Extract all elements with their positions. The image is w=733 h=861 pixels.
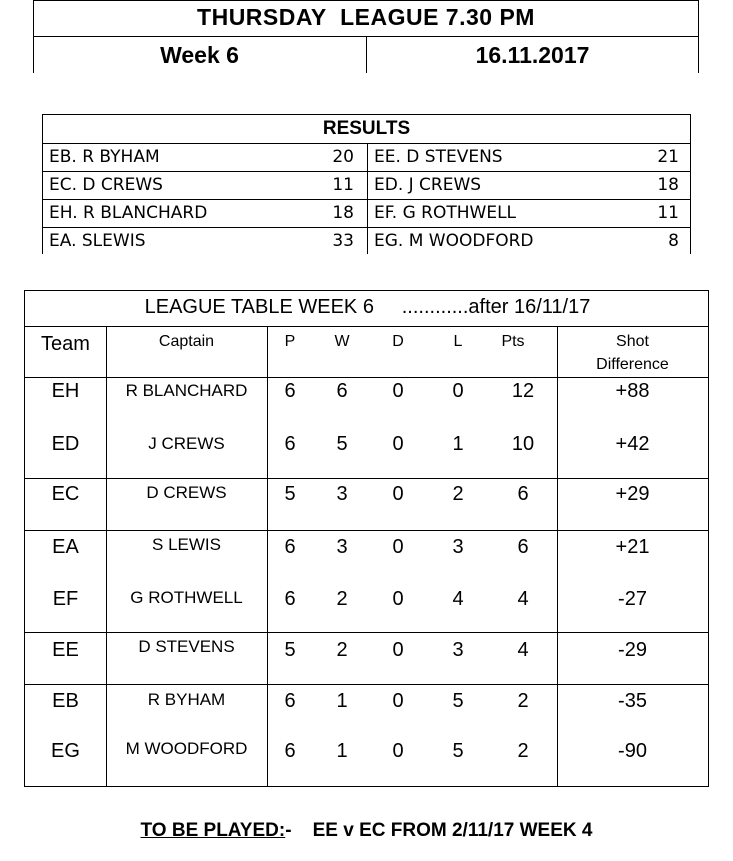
result-away-team: EG. M WOODFORD — [374, 231, 534, 251]
to-be-played-text: - EE v EC FROM 2/11/17 WEEK 4 — [285, 820, 593, 841]
date-label: 16.11.2017 — [475, 42, 590, 68]
result-away-score: 8 — [668, 231, 679, 251]
lost-cell: 4 — [452, 588, 464, 610]
result-home-team: EB. R BYHAM — [49, 147, 160, 167]
result-home-score: 18 — [332, 203, 354, 223]
team-cell: EH — [51, 380, 80, 402]
won-cell: 6 — [336, 380, 348, 402]
header-l: L — [453, 333, 463, 350]
lost-cell: 0 — [452, 380, 464, 402]
captain-cell: D CREWS — [146, 483, 227, 502]
drawn-cell: 0 — [392, 536, 404, 558]
league-table — [24, 290, 709, 787]
captain-cell: G ROTHWELL — [130, 588, 243, 607]
won-cell: 3 — [336, 483, 348, 505]
captain-cell: D STEVENS — [138, 637, 235, 656]
shot-difference-cell: +88 — [615, 380, 650, 402]
drawn-cell: 0 — [392, 639, 404, 661]
result-away-team: EE. D STEVENS — [374, 147, 503, 167]
shot-difference-cell: +42 — [615, 433, 650, 455]
result-home-team: EA. SLEWIS — [49, 231, 146, 251]
drawn-cell: 0 — [392, 740, 404, 762]
header-team: Team — [41, 333, 90, 355]
points-cell: 12 — [511, 380, 535, 402]
table-rule — [25, 478, 708, 479]
shot-difference-cell: +29 — [615, 483, 650, 505]
shot-difference-cell: -35 — [618, 690, 647, 712]
captain-cell: M WOODFORD — [125, 739, 248, 758]
shot-difference-cell: -27 — [618, 588, 647, 610]
header-pts: Pts — [501, 333, 525, 350]
table-rule — [25, 326, 708, 327]
header-p: P — [284, 333, 296, 350]
table-rule — [25, 632, 708, 633]
week-label: Week 6 — [160, 42, 239, 68]
team-cell: EG — [51, 740, 80, 762]
drawn-cell: 0 — [392, 483, 404, 505]
team-cell: EF — [52, 588, 79, 610]
team-cell: EE — [52, 639, 79, 661]
to-be-played-label: TO BE PLAYED: — [140, 820, 286, 841]
result-away-score: 18 — [657, 175, 679, 195]
points-cell: 2 — [517, 690, 529, 712]
to-be-played-note — [0, 820, 733, 842]
result-away-score: 11 — [657, 203, 679, 223]
result-away-score: 21 — [657, 147, 679, 167]
league-table-title: LEAGUE TABLE WEEK 6 ............after 16/11/17 — [144, 296, 591, 318]
drawn-cell: 0 — [392, 690, 404, 712]
points-cell: 2 — [517, 740, 529, 762]
result-away-team: EF. G ROTHWELL — [374, 203, 517, 223]
header-difference: Difference — [596, 356, 669, 373]
played-cell: 6 — [284, 588, 296, 610]
lost-cell: 3 — [452, 536, 464, 558]
points-cell: 4 — [517, 588, 529, 610]
results-title: RESULTS — [322, 118, 411, 139]
table-rule — [25, 530, 708, 531]
table-rule — [25, 377, 708, 378]
played-cell: 5 — [284, 483, 296, 505]
result-home-team: EC. D CREWS — [49, 175, 163, 195]
won-cell: 2 — [336, 639, 348, 661]
header-d: D — [392, 333, 404, 350]
team-cell: ED — [51, 433, 80, 455]
won-cell: 3 — [336, 536, 348, 558]
shot-difference-cell: -29 — [618, 639, 647, 661]
league-title: THURSDAY LEAGUE 7.30 PM — [197, 4, 535, 30]
captain-cell: S LEWIS — [152, 535, 221, 554]
captain-cell: R BYHAM — [147, 690, 226, 709]
points-cell: 10 — [511, 433, 535, 455]
header-top-border — [33, 0, 699, 1]
result-home-team: EH. R BLANCHARD — [49, 203, 208, 223]
drawn-cell: 0 — [392, 588, 404, 610]
team-cell: EC — [51, 483, 80, 505]
played-cell: 5 — [284, 639, 296, 661]
captain-cell: R BLANCHARD — [125, 381, 248, 400]
result-home-score: 11 — [332, 175, 354, 195]
result-home-score: 33 — [332, 231, 354, 251]
result-home-score: 20 — [332, 147, 354, 167]
shot-difference-cell: -90 — [618, 740, 647, 762]
played-cell: 6 — [284, 740, 296, 762]
header-w: W — [334, 333, 350, 350]
lost-cell: 5 — [452, 690, 464, 712]
lost-cell: 3 — [452, 639, 464, 661]
lost-cell: 1 — [452, 433, 464, 455]
lost-cell: 2 — [452, 483, 464, 505]
team-cell: EA — [52, 536, 79, 558]
played-cell: 6 — [284, 690, 296, 712]
played-cell: 6 — [284, 433, 296, 455]
won-cell: 1 — [336, 690, 348, 712]
table-rule — [25, 684, 708, 685]
results-center-divider — [367, 143, 368, 254]
points-cell: 6 — [517, 536, 529, 558]
points-cell: 4 — [517, 639, 529, 661]
header-shot: Shot — [616, 333, 649, 350]
played-cell: 6 — [284, 536, 296, 558]
lost-cell: 5 — [452, 740, 464, 762]
drawn-cell: 0 — [392, 380, 404, 402]
team-cell: EB — [52, 690, 79, 712]
header-box — [33, 0, 699, 73]
results-box — [42, 114, 691, 254]
captain-cell: J CREWS — [148, 434, 225, 453]
header-captain: Captain — [158, 333, 215, 350]
won-cell: 2 — [336, 588, 348, 610]
played-cell: 6 — [284, 380, 296, 402]
shot-difference-cell: +21 — [615, 536, 650, 558]
won-cell: 5 — [336, 433, 348, 455]
won-cell: 1 — [336, 740, 348, 762]
drawn-cell: 0 — [392, 433, 404, 455]
points-cell: 6 — [517, 483, 529, 505]
result-away-team: ED. J CREWS — [374, 175, 482, 195]
